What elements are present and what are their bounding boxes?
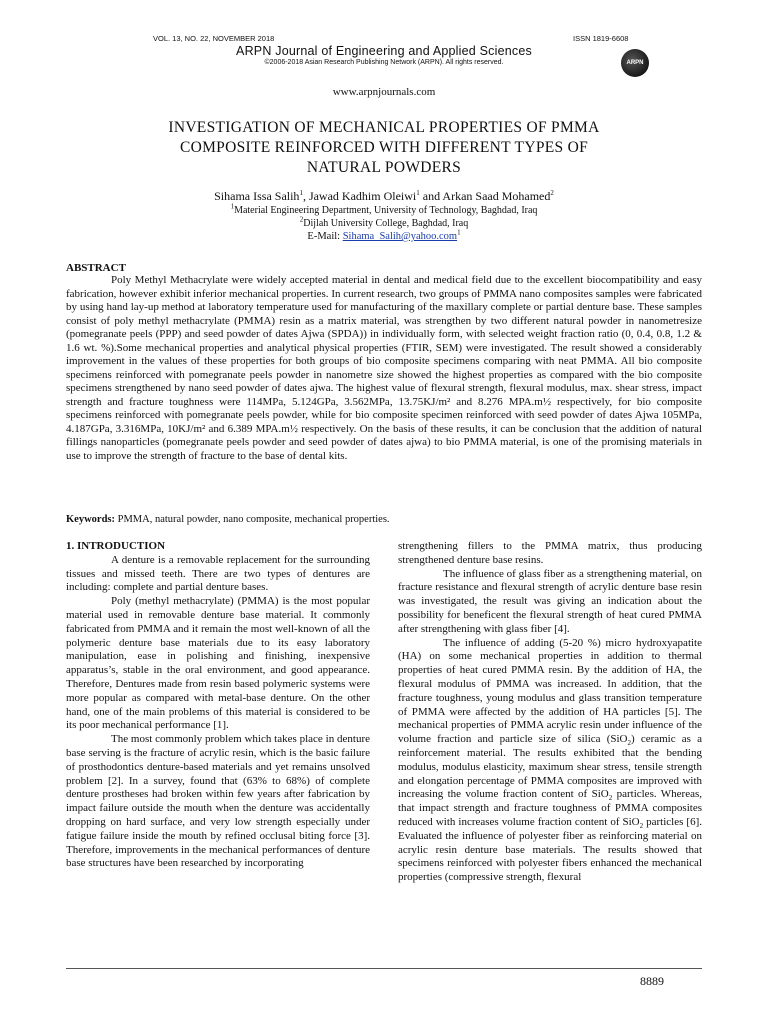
paragraph: The most commonly problem which takes place in denture base serving is the fracture of acrylic resin, which is the basic failure of prosthodontics denture-based materials and yet remains unsolved problem [2]. In a survey, found that (63% to 68%) of complete denture prostheses had broken within few years after fabrication by impact failure outside the mouth when the denture was accidentally dropping on hard surface, and very low strength especially under fatigue failure inside the mouth by refined occlusal biting force [3]. Therefore, improvements in the mechanical performances of denture base structures have been researched by incorporating [66,733,370,870]
journal-url[interactable]: www.arpnjournals.com [332,86,436,98]
abstract-heading: ABSTRACT [66,262,126,274]
author-name: Sihama Issa Salih [214,189,300,203]
title-line: COMPOSITE REINFORCED WITH DIFFERENT TYPES OF [179,139,589,156]
page-number: 8889 [640,974,664,988]
issn: ISSN 1819-6608 [573,34,629,43]
footer-rule [66,968,702,969]
email-line: E-Mail: Sihama_Salih@yahoo.com$^1$ [307,228,461,242]
copyright: ©2006-2018 Asian Research Publishing Network (ARPN). All rights reserved. [264,59,504,66]
abstract-body: Poly Methyl Methacrylate were widely accepted material in dental and medical field due to the excellent biocompatibility and easy fabrication, however exhibit inferior mechanical properties. In current research, two groups of PMMA nano composites samples were fabricated by using hand lay-up method at laboratory temperature used for manufacturing of the maxillary complete or partial denture base. These samples consist of poly methyl methacrylate (PMMA) resin as a matrix material, was strengthen by two different natural powder in nanometresize (pomegranate peels (PPP) and seed powder of dates Ajwa (SPDA)) in individually form, with selected weight fraction ratio (0, 0.4, 0.8, 1.2 & 1.6 wt. %).Some mechanical properties and analytical physical properties (FTIR, SEM) were investigated. The result showed a considerably improvement in the values of these properties for both groups of bio composite specimens comparing with neat PMMA. All bio composite specimens reinforced with pomegranate peels powder in nanometre size showed the highest properties as compared with the bio composite specimens strengthened by nano seed powder of dates ajwa. The highest value of flexural strength, flexural modulus, max. shear stress, impact strength and fracture toughness were 114MPa, 5.124GPa, 3.562MPa, 13.75KJ/m² and 8.276 MPA.m½ respectively, for bio composite specimens reinforced with pomegranate peels powder, while for bio composite specimen reinforced with seed powder of dates Ajwa 105MPa, 4.187GPa, 3.316MPa, 10KJ/m² and 6.389 MPA.m½ respectively. On the basis of these results, it can be conclusion that the addition of natural fillings nanoparticles (pomegranate peels powder and seed powder of dates ajwa) to bio PMMA material, is one of the promising materials in use to improve the strength of fracture to the base of dental kits. [66,274,702,462]
affiliation-2: $^2$Dijlah University College, Baghdad, Iraq [299,215,469,229]
keywords: Keywords: PMMA, natural powder, nano composite, mechanical properties. [66,514,390,525]
title-line: NATURAL POWDERS [306,159,462,176]
affiliation-1: $^1$Material Engineering Department, University of Technology, Baghdad, Iraq [230,202,538,216]
author-list: Sihama Issa Salih$^1$, Jawad Kadhim Oleiwi$^1$ and Arkan Saad Mohamed$^2$ [214,189,554,203]
journal-name: ARPN Journal of Engineering and Applied Sciences [236,44,532,58]
left-column [66,540,370,871]
paper-title [100,118,668,178]
arpn-logo-icon: ARPN [621,49,649,77]
paragraph: The influence of adding (5-20 %) micro hydroxyapatite (HA) on some mechanical properties in addition to thermal properties of heat cured PMMA resin. By the addition of HA, the flexural modulus of PMMA was increased. In addition, that the fracture toughness, young modulus and glass transition temperature of PMMA were affected by the addition of HA particles [5]. The mechanical properties of PMMA acrylic resin under influence of the volume fraction and particle size of silica (SiO$_2$) ceramic as a reinforcement material. The results exhibited that the bending modulus, modulus elasticity, maximum shear stress, tensile strength and elongation percentage of PMMA composites are improved with increasing the volume fraction content of SiO$_2$ particles. Whereas, that impact strength and fracture toughness of PMMA composites reduced with increases volume fraction content of SiO$_2$ particles [6]. Evaluated the influence of polyester fiber as reinforcing material on acrylic resin denture base materials. The results showed that specimens reinforced with polyester fibers enhanced the mechanical properties (compressive strength, flexural [398,636,702,884]
right-column [398,540,702,885]
title-line: INVESTIGATION OF MECHANICAL PROPERTIES OF PMMA [168,119,600,136]
paragraph: strengthening fillers to the PMMA matrix, thus producing strengthened denture base resins. [398,540,702,566]
section-heading: 1. INTRODUCTION [66,540,166,552]
paragraph: A denture is a removable replacement for the surrounding tissues and missed teeth. There are two types of dentures are including: complete and partial denture bases. [66,553,370,594]
email-link[interactable]: Sihama_Salih@yahoo.com [342,231,458,242]
paragraph: The influence of glass fiber as a strengthening material, on fracture resistance and flexural strength of acrylic denture base resin was investigated, the result was giving an indication about the possibility for beneficent the flexural strength of heat cured PMMA after strengthening with glass fiber [4]. [398,567,702,635]
paragraph: Poly (methyl methacrylate) (PMMA) is the most popular material used in removable denture base material. It commonly fabricated from PMMA and it remain the most well-known of all the polymeric denture base materials due to its easy laboratory manipulation, ease in polishing and finishing, inexpensive apparatus’s, stable in the oral environment, and good appearance. Therefore, Dentures made from resin based polymeric systems were more popular as compared with metal-base denture. On the other hand, one of the main problems of this material is considered to be its poor mechanical performance [1]. [66,595,370,732]
volume-info: VOL. 13, NO. 22, NOVEMBER 2018 [153,34,275,43]
